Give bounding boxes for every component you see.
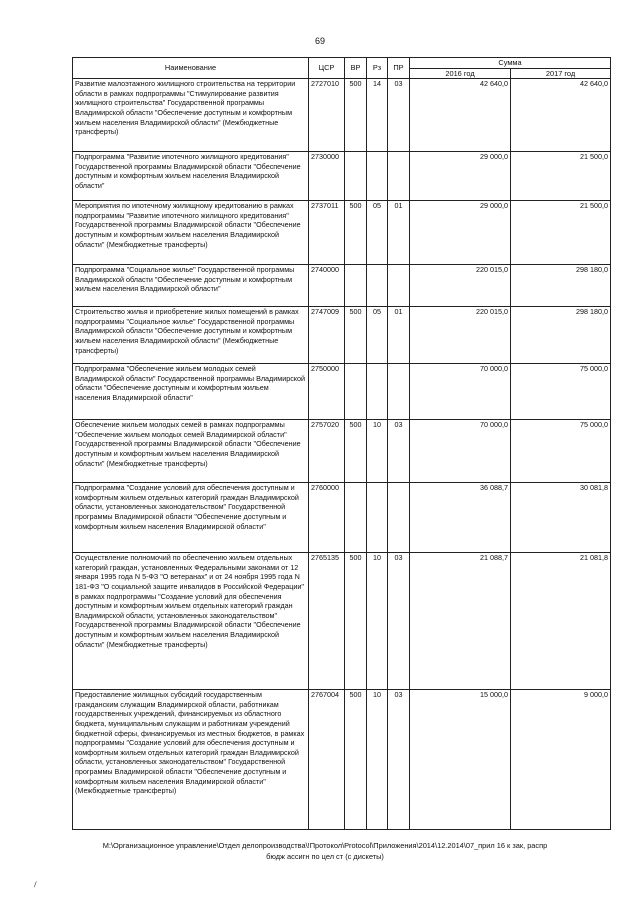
budget-table (72, 57, 611, 830)
header-year-2017: 2017 год (511, 68, 611, 79)
row-pr: 03 (388, 420, 410, 483)
table-row (73, 307, 611, 364)
row-rz: 10 (367, 553, 388, 690)
table-row (73, 79, 611, 152)
table-row (73, 265, 611, 307)
row-2016: 21 088,7 (410, 553, 511, 690)
row-csr: 2765135 (309, 553, 345, 690)
row-rz (367, 364, 388, 420)
table-row (73, 152, 611, 201)
header-csr: ЦСР (309, 58, 345, 79)
row-name: Предоставление жилищных субсидий государственным гражданским служащим Владимирской области, работникам государственных учреждений, финансируемых из областного бюджета, муниципальным служащим и работникам учреждений бюджетной сферы, финансируемых из местных бюджетов, в рамках подпрограммы "Создание условий для обеспечения доступным и комфортным жильем отдельных категорий граждан Владимирской области, установленных законодательством" Государственной программы Владимирской области "Обеспечение доступным и комфортным жильем населения Владимирской области" (Межбюджетные трансферты) (73, 690, 309, 830)
row-vr (345, 152, 367, 201)
table-row (73, 690, 611, 830)
row-pr: 03 (388, 690, 410, 830)
row-name: Осуществление полномочий по обеспечению жильем отдельных категорий граждан, установленных Федеральными законами от 12 января 1995 года N 5-ФЗ "О ветеранах" и от 24 ноября 1995 года N 181-ФЗ "О социальной защите инвалидов в Российской Федерации" в рамках подпрограммы "Создание условий для обеспечения доступным и комфортным жильем отдельных категорий граждан Владимирской области, установленных законодательством" Государственной программы Владимирской области "Обеспечение доступным и комфортным жильем населения Владимирской области" (Межбюджетные трансферты) (73, 553, 309, 690)
row-2016: 36 088,7 (410, 483, 511, 553)
table-row (73, 201, 611, 265)
row-2017: 298 180,0 (511, 307, 611, 364)
table-row (73, 553, 611, 690)
header-year-2016: 2016 год (410, 68, 511, 79)
row-2017: 75 000,0 (511, 364, 611, 420)
row-csr: 2767004 (309, 690, 345, 830)
header-vr: ВР (345, 58, 367, 79)
row-name: Подпрограмма "Социальное жилье" Государственной программы Владимирской области "Обеспечение доступным и комфортным жильем населения Владимирской области" (73, 265, 309, 307)
row-vr: 500 (345, 307, 367, 364)
row-pr (388, 152, 410, 201)
row-vr: 500 (345, 690, 367, 830)
row-csr: 2727010 (309, 79, 345, 152)
row-vr (345, 265, 367, 307)
row-name: Обеспечение жильем молодых семей в рамках подпрограммы "Обеспечение жильем молодых семей Владимирской области" Государственной программы Владимирской области "Обеспечение доступным и комфортным жильем населения Владимирской области" (Межбюджетные трансферты) (73, 420, 309, 483)
row-2016: 29 000,0 (410, 152, 511, 201)
row-vr (345, 364, 367, 420)
row-2016: 220 015,0 (410, 265, 511, 307)
row-name: Подпрограмма "Развитие ипотечного жилищного кредитования" Государственной программы Владимирской области "Обеспечение доступным и комфортным жильем населения Владимирской области" (73, 152, 309, 201)
table-body (73, 79, 611, 830)
row-csr: 2747009 (309, 307, 345, 364)
table-row (73, 483, 611, 553)
row-pr (388, 364, 410, 420)
footer-path-line1: М:\Организационное управление\Отдел делопроизводства\!Протокол\Protocol\Приложения\2014\12.2014\07_прил 16 к зак, распр (102, 841, 548, 850)
row-2017: 21 500,0 (511, 201, 611, 265)
row-name: Развитие малоэтажного жилищного строительства на территории области в рамках подпрограммы "Стимулирование развития жилищного строительства" Государственной программы Владимирской области "Обеспечение доступным и комфортным жильем населения Владимирской области" (Межбюджетные трансферты) (73, 79, 309, 152)
row-csr: 2757020 (309, 420, 345, 483)
row-2016: 70 000,0 (410, 420, 511, 483)
row-pr: 01 (388, 307, 410, 364)
row-2017: 21 081,8 (511, 553, 611, 690)
row-2017: 30 081,8 (511, 483, 611, 553)
row-2017: 42 640,0 (511, 79, 611, 152)
file-path-footer (40, 840, 610, 862)
row-vr: 500 (345, 420, 367, 483)
row-rz (367, 483, 388, 553)
row-csr: 2737011 (309, 201, 345, 265)
row-rz (367, 265, 388, 307)
row-rz: 05 (367, 201, 388, 265)
header-sum: Сумма (410, 58, 611, 69)
header-pr: ПР (388, 58, 410, 79)
row-2016: 220 015,0 (410, 307, 511, 364)
header-name: Наименование (73, 58, 309, 79)
row-2017: 9 000,0 (511, 690, 611, 830)
row-pr (388, 483, 410, 553)
row-name: Подпрограмма "Обеспечение жильем молодых семей Владимирской области" Государственной программы Владимирской области "Обеспечение доступным и комфортным жильем населения Владимирской области" (73, 364, 309, 420)
row-pr (388, 265, 410, 307)
row-pr: 03 (388, 553, 410, 690)
row-csr: 2750000 (309, 364, 345, 420)
row-2016: 29 000,0 (410, 201, 511, 265)
row-csr: 2730000 (309, 152, 345, 201)
row-rz: 05 (367, 307, 388, 364)
row-rz: 10 (367, 690, 388, 830)
row-rz: 10 (367, 420, 388, 483)
table-row (73, 364, 611, 420)
row-2017: 21 500,0 (511, 152, 611, 201)
row-vr (345, 483, 367, 553)
row-2017: 298 180,0 (511, 265, 611, 307)
row-pr: 03 (388, 79, 410, 152)
header-rz: Рз (367, 58, 388, 79)
row-2016: 70 000,0 (410, 364, 511, 420)
row-2016: 42 640,0 (410, 79, 511, 152)
row-rz (367, 152, 388, 201)
page-number: 69 (314, 36, 325, 46)
row-csr: 2740000 (309, 265, 345, 307)
row-2016: 15 000,0 (410, 690, 511, 830)
footer-path-line2: бюдж ассигн по цел ст (с дискеты) (266, 852, 384, 861)
row-rz: 14 (367, 79, 388, 152)
row-vr: 500 (345, 201, 367, 265)
row-name: Подпрограмма "Создание условий для обеспечения доступным и комфортным жильем отдельных категорий граждан Владимирской области, установленных законодательством" Государственной программы Владимирской области "Обеспечение доступным и комфортным жильем населения Владимирской области" (73, 483, 309, 553)
scan-mark: \ (31, 880, 39, 889)
row-name: Мероприятия по ипотечному жилищному кредитованию в рамках подпрограммы "Развитие ипотечного жилищного кредитования" Государственной программы Владимирской области "Обеспечение доступным и комфортным жильем населения Владимирской области" (Межбюджетные трансферты) (73, 201, 309, 265)
row-csr: 2760000 (309, 483, 345, 553)
row-2017: 75 000,0 (511, 420, 611, 483)
row-vr: 500 (345, 553, 367, 690)
table-row (73, 420, 611, 483)
row-vr: 500 (345, 79, 367, 152)
row-name: Строительство жилья и приобретение жилых помещений в рамках подпрограммы "Социальное жилье" Государственной программы Владимирской области "Обеспечение доступным и комфортным жильем населения Владимирской области" (Межбюджетные трансферты) (73, 307, 309, 364)
row-pr: 01 (388, 201, 410, 265)
table-header (73, 58, 611, 79)
